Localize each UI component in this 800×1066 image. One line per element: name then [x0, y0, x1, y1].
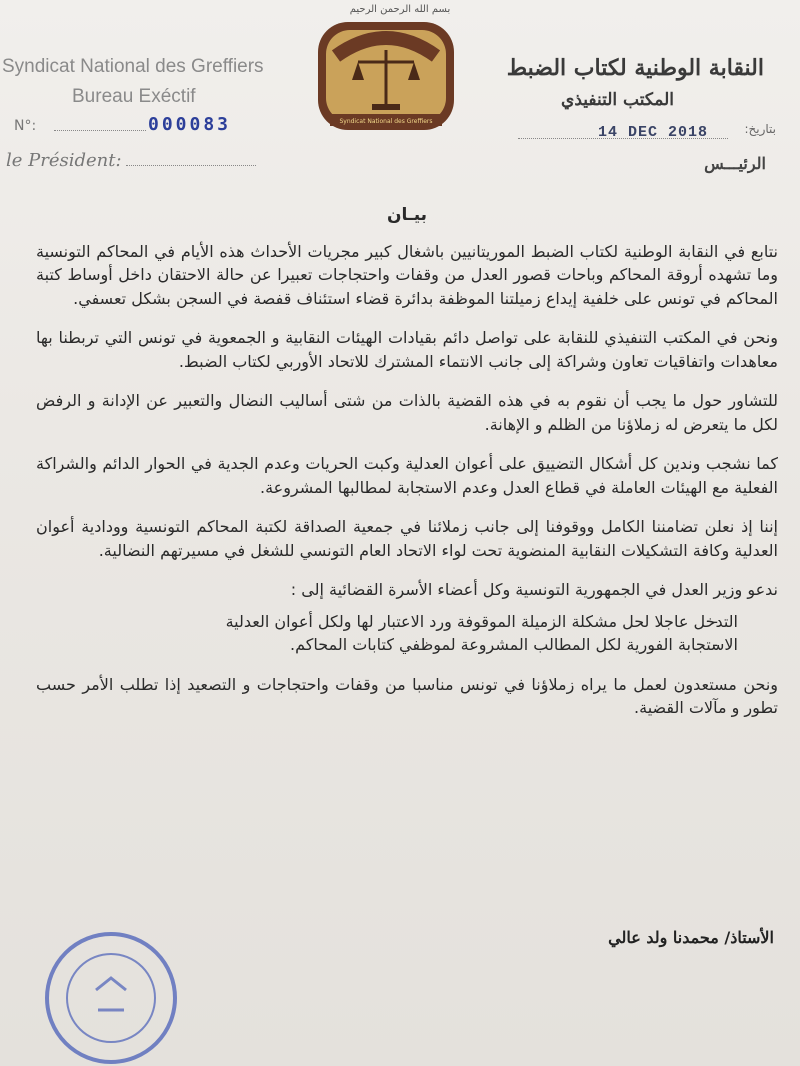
- date-stamp: 14 DEC 2018: [598, 124, 709, 141]
- demand-item: - الاستجابة الفورية لكل المطالب المشروعة لموظفي كتابات المحاكم.: [36, 633, 778, 657]
- paragraph: للتشاور حول ما يجب أن نقوم به في هذه القضية بالذات من شتى أساليب النضال والتعبير عن الإدانة و الرفض لكل ما يتعرض له زملاؤنا من الظلم و الإهانة.: [36, 391, 778, 434]
- closing-paragraph: ونحن مستعدون لعمل ما يراه زملاؤنا في تونس مناسبا من وقفات واحتجاجات و التصعيد إذا تطلب الأمر حسب تطور و مآلات القضية.: [36, 674, 778, 717]
- bureau-ar: المكتب التنفيذي: [561, 90, 674, 110]
- number-value: 000083: [148, 114, 232, 135]
- org-name-fr: Syndicat National des Greffiers: [2, 56, 264, 77]
- paragraph: كما نشجب وندين كل أشكال التضييق على أعوان العدلية وكبت الحريات وعدم الجدية في الحوار الدائم والشراكة الفعلية مع الهيئات العاملة في قطاع العدل وعدم الاستجابة لمطالبها المشروعة.: [36, 454, 778, 497]
- date-field: [518, 120, 776, 146]
- president-fr-text: le Président:: [6, 150, 122, 171]
- paragraph: إننا إذ نعلن تضامننا الكامل ووقوفنا إلى جانب زملائنا في جمعية الصداقة لكتبة المحاكم التونسية وودادية أعوان العدلية وكافة التشكيلات النقابية المنضوية تحت لواء الاتحاد العام التونسي للشغل في مسيرتهم النضالية.: [36, 517, 778, 560]
- number-dots: [54, 130, 146, 131]
- union-logo: [312, 16, 460, 136]
- date-label: بتاريخ:: [744, 122, 776, 136]
- official-stamp: [36, 920, 186, 1066]
- paragraph: ندعو وزير العدل في الجمهورية التونسية وكل أعضاء الأسرة القضائية إلى :: [290, 580, 778, 599]
- paragraph: ونحن في المكتب التنفيذي للنقابة على تواصل دائم بقيادات الهيئات النقابية و الجمعوية في تونس التي تربطنا بها معاهدات واتفاقيات تعاون وشراكة إلى جانب الانتماء المشترك للاتحاد الأوربي لكتاب الضبط.: [36, 328, 778, 371]
- basmala: بسم الله الرحمن الرحيم: [349, 4, 451, 15]
- logo-banner-text: Syndicat National des Greffiers: [339, 118, 433, 125]
- letterhead-fr: [2, 52, 302, 112]
- demands-list: [36, 610, 778, 657]
- bureau-fr: Bureau Exéctif: [72, 86, 196, 107]
- president-fr-dots: [126, 165, 256, 166]
- stamp-emblem: [96, 978, 126, 990]
- scale-base: [372, 104, 400, 110]
- statement-title: بيـان: [386, 205, 428, 225]
- signatory-name: الأستاذ/ محمدنا ولد عالي: [608, 928, 774, 947]
- number-label: N°:: [14, 118, 37, 134]
- president-label-ar: الرئيـــس: [704, 154, 766, 173]
- org-name-ar: النقابة الوطنية لكتاب الضبط: [506, 55, 764, 81]
- president-label-fr: [6, 150, 256, 171]
- letterhead-ar: [464, 52, 764, 116]
- paragraph: نتابع في النقابة الوطنية لكتاب الضبط الموريتانيين باشغال كبير مجريات الأحداث هذه الأيام في المحاكم التونسية وما تشهده أروقة المحاكم وباحات قصور العدل من وقفات واحتجاجات تعبيرا عن حالة الاحتقان داخل أوساط كتبة المحاكم في تونس على خلفية إيداع زميلتنا الموظفة بدائرة قضاء استئناف قفصة في السجن بشكل تعسفي.: [36, 241, 778, 308]
- reference-number: [14, 116, 274, 140]
- statement-body: [36, 204, 778, 736]
- demand-item: - التدخل عاجلا لحل مشكلة الزميلة الموقوفة ورد الاعتبار لها ولكل أعوان العدلية: [36, 610, 778, 634]
- stamp-inner-ring: [67, 954, 155, 1042]
